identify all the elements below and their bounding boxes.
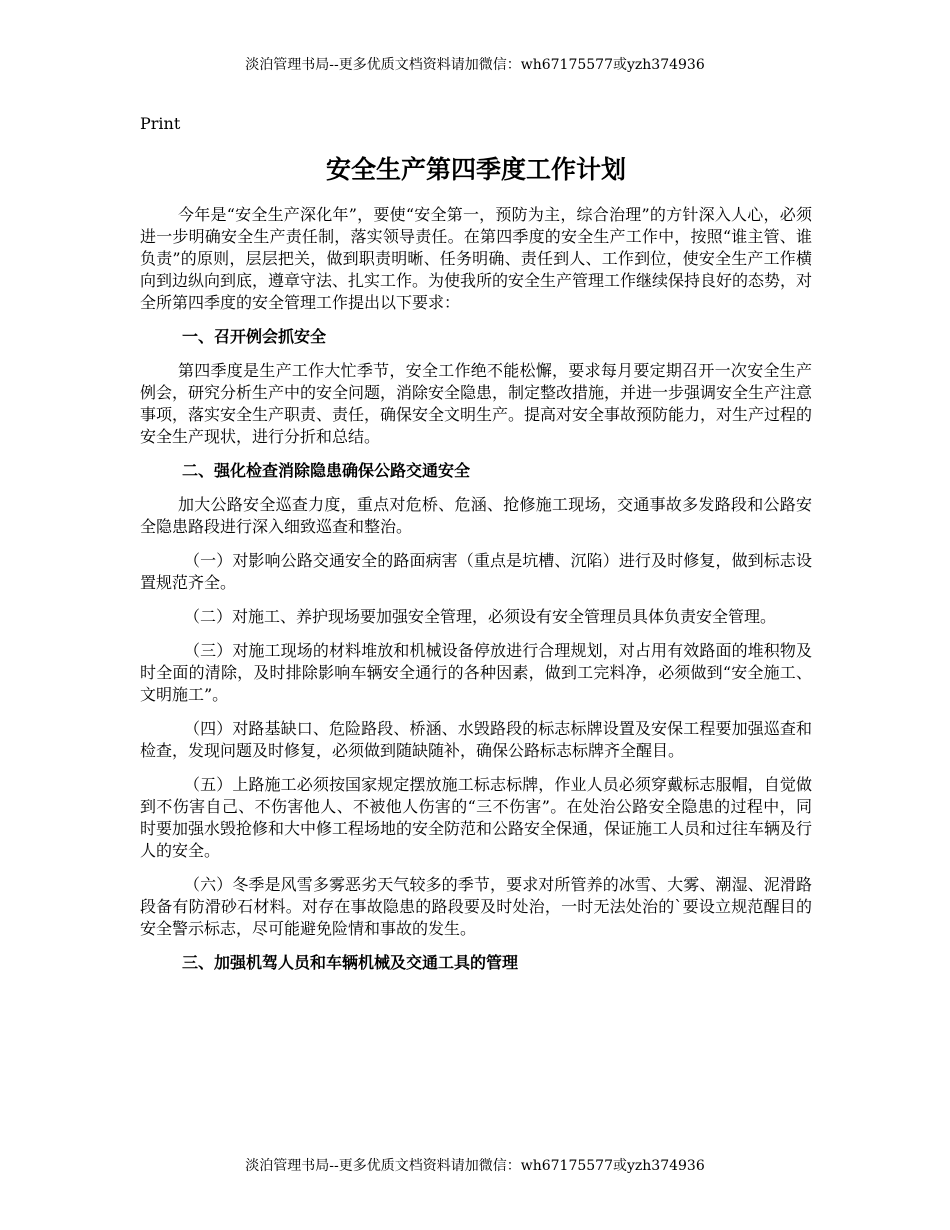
section-2-item-2: （二）对施工、养护现场要加强安全管理，必须设有安全管理员具体负责安全管理。 xyxy=(184,607,777,626)
section-2-body: 加大公路安全巡查力度，重点对危桥、危涵、抢修施工现场，交通事故多发路段和公路安全隐患路段进行深入细致巡查和整治。 xyxy=(140,495,812,536)
intro-paragraph: 今年是“安全生产深化年”，要使“安全第一，预防为主，综合治理”的方针深入人心，必须进一步明确安全生产责任制，落实领导责任。在第四季度的安全生产工作中，按照“谁主管、谁负责”的原则，层层把关，做到职责明晰、任务明确、责任到人、工作到位，使安全生产工作横向到边纵向到底，遵章守法、扎实工作。为使我所的安全生产管理工作继续保持良好的态势，对全所第四季度的安全管理工作提出以下要求： xyxy=(140,205,813,312)
section-2-item-1: （一）对影响公路交通安全的路面病害（重点是坑槽、沉陷）进行及时修复，做到标志设置规范齐全。 xyxy=(140,551,812,592)
document-body xyxy=(140,114,812,986)
section-heading-2: 二、强化检查消除隐患确保公路交通安全 xyxy=(182,461,471,480)
section-1-body: 第四季度是生产工作大忙季节，安全工作绝不能松懈，要求每月要定期召开一次安全生产例会，研究分析生产中的安全问题，消除安全隐患，制定整改措施，并进一步强调安全生产注意事项，落实安全生产职责、责任，确保安全文明生产。提高对安全事故预防能力，对生产过程的安全生产现状，进行分折和总结。 xyxy=(140,361,813,446)
section-2-item-3: （三）对施工现场的材料堆放和机械设备停放进行合理规划，对占用有效路面的堆积物及时全面的清除，及时排除影响车辆安全通行的各种因素，做到工完料净，必须做到“安全施工、文明施工”。 xyxy=(140,641,812,704)
section-heading-1: 一、召开例会抓安全 xyxy=(182,327,327,346)
section-2-item-6: （六）冬季是风雪多雾恶劣天气较多的季节，要求对所管养的冰雪、大雾、潮湿、泥滑路段备有防滑砂石材料。对存在事故隐患的路段要及时处治，一时无法处治的`要设立规范醒目的安全警示标志，尽可能避免险情和事故的发生。 xyxy=(140,875,812,938)
page-footer: 淡泊管理书局--更多优质文档资料请加微信：wh67175577或yzh374936 xyxy=(245,1158,705,1174)
section-2-item-5: （五）上路施工必须按国家规定摆放施工标志标牌，作业人员必须穿戴标志服帽，自觉做到不伤害自己、不伤害他人、不被他人伤害的“三不伤害”。在处治公路安全隐患的过程中，同时要加强水毁抢修和大中修工程场地的安全防范和公路安全保通，保证施工人员和过往车辆及行人的安全。 xyxy=(140,775,813,860)
page-header: 淡泊管理书局--更多优质文档资料请加微信：wh67175577或yzh374936 xyxy=(245,57,705,73)
section-2-item-4: （四）对路基缺口、危险路段、桥涵、水毁路段的标志标牌设置及安保工程要加强巡查和检查，发现问题及时修复，必须做到随缺随补，确保公路标志标牌齐全醒目。 xyxy=(140,719,812,760)
print-label: Print xyxy=(140,114,181,133)
section-heading-3: 三、加强机驾人员和车辆机械及交通工具的管理 xyxy=(182,953,519,972)
document-title: 安全生产第四季度工作计划 xyxy=(325,155,626,184)
